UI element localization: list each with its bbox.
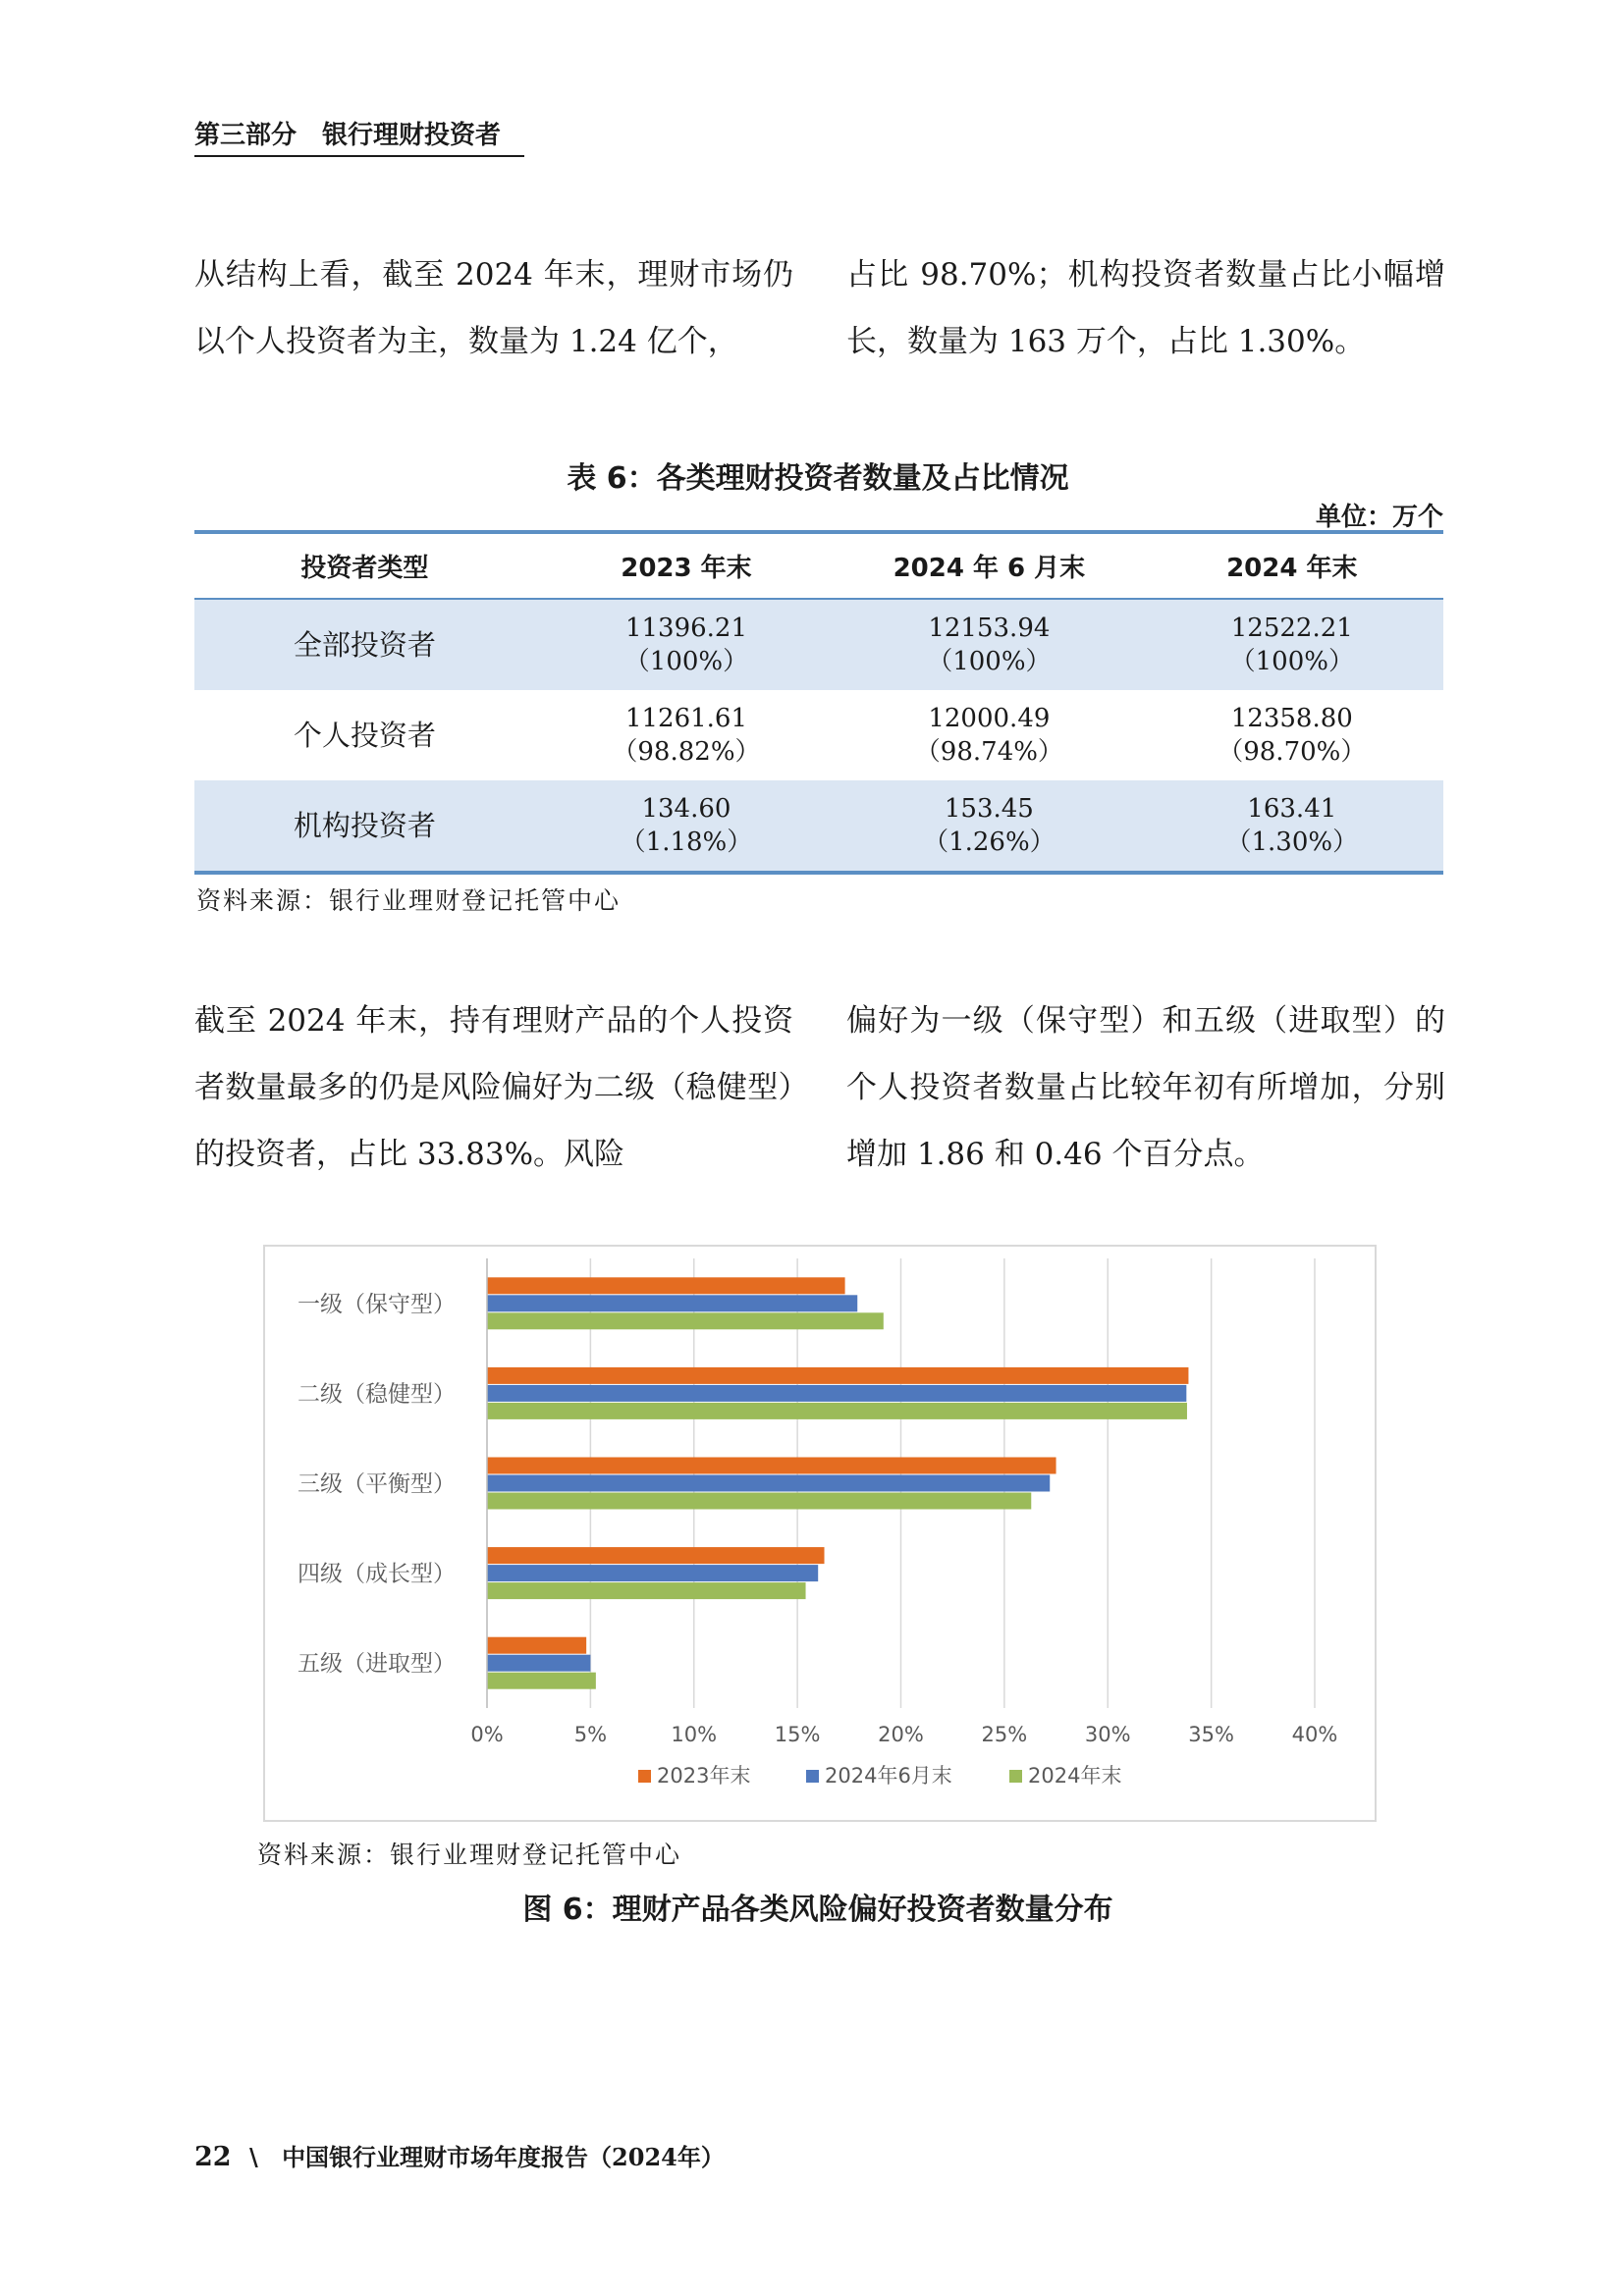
cell-value: 12522.21 [1230,614,1353,643]
footer-separator: \ [248,2143,258,2171]
legend-label: 2024年6月末 [825,1764,952,1788]
bar [487,1367,1188,1384]
bar [487,1475,1050,1492]
paragraph-2-right [846,988,1445,1188]
x-tick-label: 25% [981,1723,1028,1746]
paragraph-1-left [194,241,793,375]
header-2024: 2024 年末 [1141,532,1443,599]
category-label: 三级（平衡型） [298,1471,456,1497]
x-tick-label: 30% [1084,1723,1131,1746]
legend-swatch [1009,1770,1022,1783]
cell-percent: （1.30%） [1225,828,1359,857]
bar [487,1582,806,1599]
page-header [194,116,524,157]
cell-percent: （100%） [1229,647,1354,676]
bar [487,1385,1186,1402]
bar [487,1637,586,1654]
page-footer [194,2138,725,2172]
page-number: 22 [194,2142,232,2172]
table-cell [1141,780,1443,873]
bar [487,1547,825,1564]
cell-value: 134.60 [641,794,731,824]
table-row [194,780,1443,873]
paragraph-1-right-text: 占比 98.70%；机构投资者数量占比小幅增长，数量为 163 万个，占比 1.30%。 [846,257,1445,359]
x-tick-label: 15% [774,1723,821,1746]
table-cell [1141,599,1443,690]
table-cell [838,780,1140,873]
investor-table [194,530,1443,875]
cell-percent: （1.18%） [620,828,753,857]
table-row [194,599,1443,690]
cell-value: 12000.49 [928,704,1051,733]
paragraph-1-left-text: 从结构上看，截至 2024 年末，理财市场仍以个人投资者为主，数量为 1.24 亿个， [194,257,793,359]
cell-value: 11261.61 [624,704,747,733]
bar [487,1565,818,1581]
x-tick-label: 0% [470,1723,504,1746]
x-tick-label: 5% [573,1723,608,1746]
category-label: 二级（稳健型） [298,1381,456,1408]
header-2023: 2023 年末 [535,532,838,599]
x-tick-label: 10% [671,1723,718,1746]
bar [487,1493,1031,1510]
table-cell [535,599,838,690]
x-tick-label: 35% [1188,1723,1234,1746]
bar [487,1458,1056,1474]
cell-value: 12153.94 [928,614,1051,643]
paragraph-2-right-text: 偏好为一级（保守型）和五级（进取型）的个人投资者数量占比较年初有所增加，分别增加 1.86 和 0.46 个百分点。 [846,1003,1445,1172]
cell-percent: （100%） [623,647,749,676]
bar [487,1673,596,1689]
row-label: 机构投资者 [194,780,535,873]
legend-swatch [638,1770,651,1783]
cell-percent: （98.74%） [914,737,1063,767]
cell-percent: （98.82%） [612,737,761,767]
paragraph-2-left-text: 截至 2024 年末，持有理财产品的个人投资者数量最多的仍是风险偏好为二级（稳健型）的投资者，占比 33.83%。风险 [194,1003,793,1172]
chart-source: 资料来源：银行业理财登记托管中心 [257,1841,682,1869]
chart-svg [265,1247,1375,1820]
x-tick-label: 20% [878,1723,924,1746]
row-label: 全部投资者 [194,599,535,690]
table-header-row [194,532,1443,599]
cell-value: 12358.80 [1230,704,1353,733]
bar [487,1655,590,1672]
risk-preference-chart [263,1245,1377,1822]
table-source: 资料来源：银行业理财登记托管中心 [196,886,622,915]
cell-value: 11396.21 [624,614,747,643]
header-investor-type: 投资者类型 [194,532,535,599]
table-cell [838,599,1140,690]
bar [487,1312,884,1329]
section-title: 第三部分 银行理财投资者 [194,121,502,150]
table-cell [1141,690,1443,780]
bar [487,1403,1187,1419]
cell-value: 153.45 [944,794,1034,824]
paragraph-2-left [194,988,793,1188]
table-cell [838,690,1140,780]
header-2024-june: 2024 年 6 月末 [838,532,1140,599]
x-tick-label: 40% [1291,1723,1338,1746]
category-label: 五级（进取型） [298,1651,456,1678]
cell-percent: （1.26%） [923,828,1056,857]
paragraph-1-right [846,241,1445,375]
bar [487,1277,845,1294]
figure-caption: 图 6：理财产品各类风险偏好投资者数量分布 [522,1893,1113,1927]
category-label: 四级（成长型） [298,1561,456,1587]
legend-label: 2023年末 [657,1764,751,1788]
cell-value: 163.41 [1247,794,1337,824]
category-label: 一级（保守型） [298,1291,456,1317]
table-row [194,690,1443,780]
legend-label: 2024年末 [1028,1764,1122,1788]
row-label: 个人投资者 [293,719,436,752]
table-unit: 单位：万个 [1315,503,1443,532]
cell-percent: （98.70%） [1218,737,1367,767]
table-title: 表 6：各类理财投资者数量及占比情况 [567,461,1069,496]
bar [487,1295,857,1311]
cell-percent: （100%） [927,647,1052,676]
legend-swatch [806,1770,819,1783]
table-cell [535,780,838,873]
table-cell [535,690,838,780]
footer-report-title: 中国银行业理财市场年度报告（2024年） [282,2143,725,2171]
